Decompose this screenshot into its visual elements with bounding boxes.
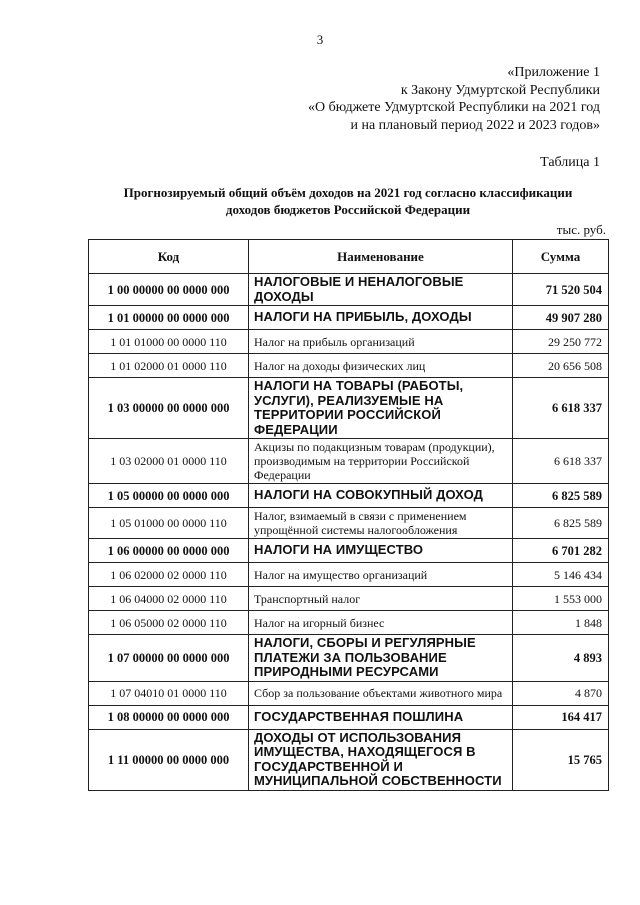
table-row bbox=[89, 306, 609, 330]
appendix-line: к Закону Удмуртской Республики bbox=[400, 82, 600, 98]
code-cell: 1 06 02000 02 0000 110 bbox=[89, 563, 249, 587]
page-number: 3 bbox=[316, 32, 324, 47]
name-cell: НАЛОГИ НА ТОВАРЫ (РАБОТЫ, УСЛУГИ), РЕАЛИЗУЕМЫЕ НА ТЕРРИТОРИИ РОССИЙСКОЙ ФЕДЕРАЦИИ bbox=[249, 378, 513, 439]
name-cell: НАЛОГОВЫЕ И НЕНАЛОГОВЫЕ ДОХОДЫ bbox=[249, 274, 513, 306]
name-cell: Налог на игорный бизнес bbox=[249, 611, 513, 635]
code-cell: 1 06 05000 02 0000 110 bbox=[89, 611, 249, 635]
table-row bbox=[89, 484, 609, 508]
amount-cell: 4 870 bbox=[513, 681, 609, 705]
appendix-line: и на плановый период 2022 и 2023 годов» bbox=[350, 117, 600, 133]
document-title-line: доходов бюджетов Российской Федерации bbox=[225, 202, 471, 217]
name-cell: Акцизы по подакцизным товарам (продукции), производимым на территории Российской Федерации bbox=[249, 439, 513, 484]
name-cell: Налог на доходы физических лиц bbox=[249, 354, 513, 378]
code-cell: 1 07 04010 01 0000 110 bbox=[89, 681, 249, 705]
code-cell: 1 03 02000 01 0000 110 bbox=[89, 439, 249, 484]
code-cell: 1 01 01000 00 0000 110 bbox=[89, 330, 249, 354]
amount-cell: 6 825 589 bbox=[513, 508, 609, 539]
table-row bbox=[89, 354, 609, 378]
column-header-code: Код bbox=[89, 240, 249, 274]
name-cell: НАЛОГИ НА ИМУЩЕСТВО bbox=[249, 539, 513, 563]
table-row bbox=[89, 635, 609, 682]
appendix-line: «О бюджете Удмуртской Республики на 2021 год bbox=[307, 100, 600, 115]
amount-cell: 1 553 000 bbox=[513, 587, 609, 611]
appendix-header bbox=[308, 64, 600, 134]
amount-cell: 6 618 337 bbox=[513, 439, 609, 484]
amount-cell: 1 848 bbox=[513, 611, 609, 635]
code-cell: 1 06 04000 02 0000 110 bbox=[89, 587, 249, 611]
code-cell: 1 00 00000 00 0000 000 bbox=[89, 274, 249, 306]
amount-cell: 49 907 280 bbox=[513, 306, 609, 330]
amount-cell: 5 146 434 bbox=[513, 563, 609, 587]
name-cell: Сбор за пользование объектами животного мира bbox=[249, 681, 513, 705]
table-row bbox=[89, 705, 609, 729]
table-label: Таблица 1 bbox=[540, 155, 600, 170]
name-cell: НАЛОГИ, СБОРЫ И РЕГУЛЯРНЫЕ ПЛАТЕЖИ ЗА ПОЛЬЗОВАНИЕ ПРИРОДНЫМИ РЕСУРСАМИ bbox=[249, 635, 513, 682]
name-cell: Налог на имущество организаций bbox=[249, 563, 513, 587]
table-header-row bbox=[89, 240, 609, 274]
code-cell: 1 05 00000 00 0000 000 bbox=[89, 484, 249, 508]
amount-cell: 6 701 282 bbox=[513, 539, 609, 563]
code-cell: 1 03 00000 00 0000 000 bbox=[89, 378, 249, 439]
amount-cell: 4 893 bbox=[513, 635, 609, 682]
revenue-table bbox=[88, 239, 609, 791]
table-body bbox=[89, 274, 609, 791]
column-header-name: Наименование bbox=[249, 240, 513, 274]
table-row bbox=[89, 681, 609, 705]
amount-cell: 164 417 bbox=[513, 705, 609, 729]
table-row bbox=[89, 378, 609, 439]
table-row bbox=[89, 539, 609, 563]
document-title bbox=[88, 184, 608, 218]
table-row bbox=[89, 274, 609, 306]
amount-cell: 71 520 504 bbox=[513, 274, 609, 306]
amount-cell: 6 825 589 bbox=[513, 484, 609, 508]
amount-cell: 15 765 bbox=[513, 729, 609, 790]
code-cell: 1 08 00000 00 0000 000 bbox=[89, 705, 249, 729]
name-cell: НАЛОГИ НА СОВОКУПНЫЙ ДОХОД bbox=[249, 484, 513, 508]
name-cell: ДОХОДЫ ОТ ИСПОЛЬЗОВАНИЯ ИМУЩЕСТВА, НАХОДЯЩЕГОСЯ В ГОСУДАРСТВЕННОЙ И МУНИЦИПАЛЬНОЙ СОБСТВЕННОСТИ bbox=[249, 729, 513, 790]
code-cell: 1 01 00000 00 0000 000 bbox=[89, 306, 249, 330]
column-header-amount: Сумма bbox=[513, 240, 609, 274]
appendix-line: «Приложение 1 bbox=[507, 65, 600, 80]
name-cell: НАЛОГИ НА ПРИБЫЛЬ, ДОХОДЫ bbox=[249, 306, 513, 330]
name-cell: Налог, взимаемый в связи с применением упрощённой системы налогообложения bbox=[249, 508, 513, 539]
amount-cell: 20 656 508 bbox=[513, 354, 609, 378]
code-cell: 1 11 00000 00 0000 000 bbox=[89, 729, 249, 790]
table-row bbox=[89, 439, 609, 484]
code-cell: 1 05 01000 00 0000 110 bbox=[89, 508, 249, 539]
table-row bbox=[89, 330, 609, 354]
units-label: тыс. руб. bbox=[556, 222, 606, 237]
code-cell: 1 07 00000 00 0000 000 bbox=[89, 635, 249, 682]
document-title-line: Прогнозируемый общий объём доходов на 2021 год согласно классификации bbox=[123, 185, 573, 200]
code-cell: 1 06 00000 00 0000 000 bbox=[89, 539, 249, 563]
table-row bbox=[89, 729, 609, 790]
table-row bbox=[89, 508, 609, 539]
table-row bbox=[89, 563, 609, 587]
table-row bbox=[89, 611, 609, 635]
amount-cell: 6 618 337 bbox=[513, 378, 609, 439]
name-cell: Налог на прибыль организаций bbox=[249, 330, 513, 354]
code-cell: 1 01 02000 01 0000 110 bbox=[89, 354, 249, 378]
amount-cell: 29 250 772 bbox=[513, 330, 609, 354]
name-cell: Транспортный налог bbox=[249, 587, 513, 611]
table-row bbox=[89, 587, 609, 611]
name-cell: ГОСУДАРСТВЕННАЯ ПОШЛИНА bbox=[249, 705, 513, 729]
